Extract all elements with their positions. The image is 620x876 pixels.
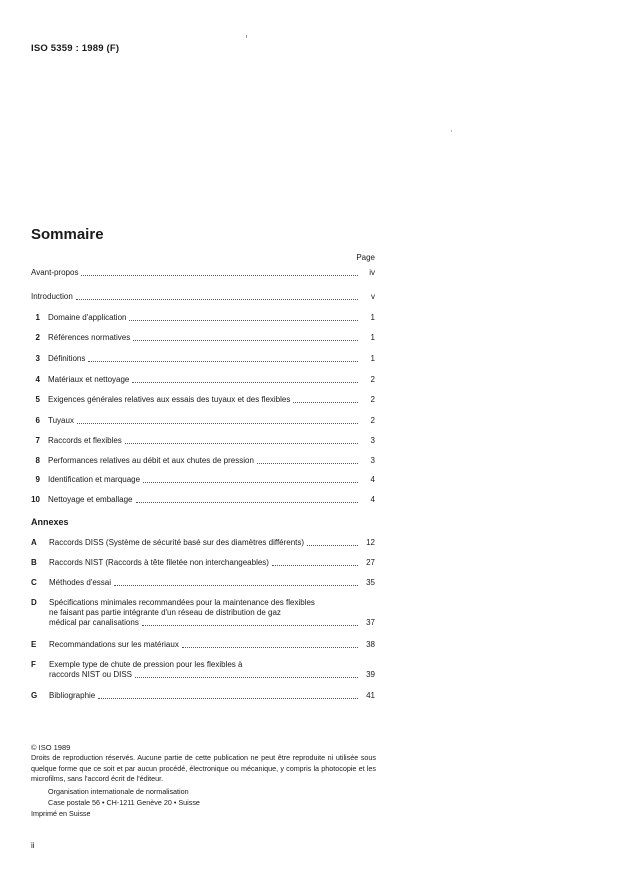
rights-statement: Droits de reproduction réservés. Aucune partie de cette publication ne peut être reproduite ni utilisée sous quelque forme que ce soit et par aucun procédé, électronique ou mécanique, y compris la photocopie et les microfilms, sans l'accord écrit de l'éditeur.: [31, 753, 376, 783]
toc-entry-page: 3: [370, 436, 375, 445]
annex-page: 41: [366, 691, 375, 700]
toc-entry-label: Nettoyage et emballage: [48, 495, 133, 504]
annex-letter: E: [31, 640, 37, 649]
annex-label-line: Spécifications minimales recommandées pour la maintenance des flexibles: [49, 598, 315, 607]
leader-dots: [129, 319, 358, 321]
toc-entry: [31, 452, 375, 466]
annex-letter: A: [31, 538, 37, 547]
toc-entry-page: 4: [370, 495, 375, 504]
toc-entry-label: Raccords et flexibles: [48, 436, 122, 445]
toc-entry: [31, 288, 375, 302]
annex-page: 27: [366, 558, 375, 567]
annexes-heading: Annexes: [31, 517, 69, 527]
org-address: Case postale 56 • CH-1211 Genève 20 • Suisse: [48, 798, 200, 807]
toc-entry-page: 2: [370, 416, 375, 425]
toc-entry-label: Matériaux et nettoyage: [48, 375, 130, 384]
annex-label-line: raccords NIST ou DISS: [49, 670, 132, 679]
annex-letter: B: [31, 558, 37, 567]
page-column-label: Page: [356, 253, 375, 262]
toc-entry-page: iv: [369, 268, 375, 277]
leader-dots: [98, 698, 358, 699]
section-number: 2: [35, 333, 40, 342]
printed-in: Imprimé en Suisse: [31, 809, 91, 818]
annex-page: 37: [366, 618, 375, 627]
toc-entry-page: 2: [370, 395, 375, 404]
toc-entry-label: Performances relatives au débit et aux chutes de pression: [48, 456, 254, 465]
annex-label-line: Raccords DISS (Système de sécurité basé sur des diamètres différents): [49, 538, 305, 547]
annex-label-line: médical par canalisations: [49, 618, 139, 627]
leader-dots: [81, 274, 358, 276]
annex-entry: [31, 691, 375, 701]
document-code: ISO 5359 : 1989 (F): [31, 43, 120, 54]
toc-entry: [31, 371, 375, 385]
section-number: 8: [35, 456, 40, 465]
section-number: 9: [35, 475, 40, 484]
scan-speck: [246, 35, 247, 38]
leader-dots: [77, 422, 358, 424]
annex-label-line: Raccords NIST (Raccords à tête filetée non interchangeables): [49, 558, 269, 567]
annex-entry: [31, 578, 375, 588]
leader-dots: [76, 298, 358, 300]
section-number: 10: [31, 495, 40, 504]
leader-dots: [88, 360, 358, 362]
publisher-address: [48, 786, 200, 808]
leader-dots: [307, 545, 358, 546]
section-number: 3: [35, 354, 40, 363]
annex-page: 39: [366, 670, 375, 679]
section-number: 7: [35, 436, 40, 445]
leader-dots: [125, 442, 358, 444]
page-title: Sommaire: [31, 226, 104, 243]
leader-dots: [136, 501, 359, 503]
leader-dots: [293, 401, 358, 403]
toc-entry-page: 2: [370, 375, 375, 384]
annex-entry: [31, 660, 375, 680]
toc-entry: [31, 309, 375, 323]
toc-entry-label: Introduction: [31, 292, 73, 301]
toc-entry: [31, 329, 375, 343]
annex-entry: [31, 558, 375, 568]
toc-entry: [31, 264, 375, 278]
annex-letter: D: [31, 598, 37, 607]
annex-label-line: Bibliographie: [49, 691, 96, 700]
leader-dots: [114, 585, 358, 586]
toc-entry-label: Domaine d'application: [48, 313, 127, 322]
annex-entry: [31, 640, 375, 650]
leader-dots: [133, 339, 358, 341]
scan-speck: [451, 130, 452, 132]
toc-entry: [31, 412, 375, 426]
leader-dots: [135, 677, 358, 678]
section-number: 6: [35, 416, 40, 425]
org-name: Organisation internationale de normalisation: [48, 787, 189, 796]
toc-entry-label: Références normatives: [48, 333, 131, 342]
toc-entry-label: Identification et marquage: [48, 475, 141, 484]
annex-page: 12: [366, 538, 375, 547]
leader-dots: [143, 481, 358, 483]
toc-entry: [31, 491, 375, 505]
toc-entry-page: v: [371, 292, 375, 301]
toc-entry: [31, 432, 375, 446]
toc-entry-page: 1: [370, 313, 375, 322]
annex-letter: G: [31, 691, 38, 700]
annex-label-line: Exemple type de chute de pression pour les flexibles à: [49, 660, 243, 669]
section-number: 1: [35, 313, 40, 322]
leader-dots: [182, 647, 358, 648]
annex-label-line: Recommandations sur les matériaux: [49, 640, 179, 649]
annex-letter: C: [31, 578, 37, 587]
leader-dots: [272, 565, 358, 566]
annex-page: 38: [366, 640, 375, 649]
toc-entry-label: Exigences générales relatives aux essais des tuyaux et des flexibles: [48, 395, 291, 404]
toc-entry-page: 3: [370, 456, 375, 465]
leader-dots: [142, 625, 358, 626]
annex-page: 35: [366, 578, 375, 587]
toc-entry-page: 1: [370, 333, 375, 342]
toc-entry-label: Tuyaux: [48, 416, 74, 425]
toc-entry: [31, 471, 375, 485]
page-number: ii: [31, 841, 35, 850]
toc-entry-page: 4: [370, 475, 375, 484]
section-number: 4: [35, 375, 40, 384]
annex-letter: F: [31, 660, 36, 669]
section-number: 5: [35, 395, 40, 404]
toc-entry-label: Avant-propos: [31, 268, 79, 277]
toc-entry: [31, 391, 375, 405]
toc-entry-page: 1: [370, 354, 375, 363]
toc-entry-label: Définitions: [48, 354, 86, 363]
annex-label-line: Méthodes d'essai: [49, 578, 112, 587]
toc-entry: [31, 350, 375, 364]
annex-entry: [31, 538, 375, 548]
annex-entry: [31, 598, 375, 628]
copyright-notice: © ISO 1989: [31, 743, 71, 752]
leader-dots: [132, 381, 358, 383]
leader-dots: [257, 462, 358, 464]
annex-label-line: ne faisant pas partie intégrante d'un réseau de distribution de gaz: [49, 608, 281, 617]
